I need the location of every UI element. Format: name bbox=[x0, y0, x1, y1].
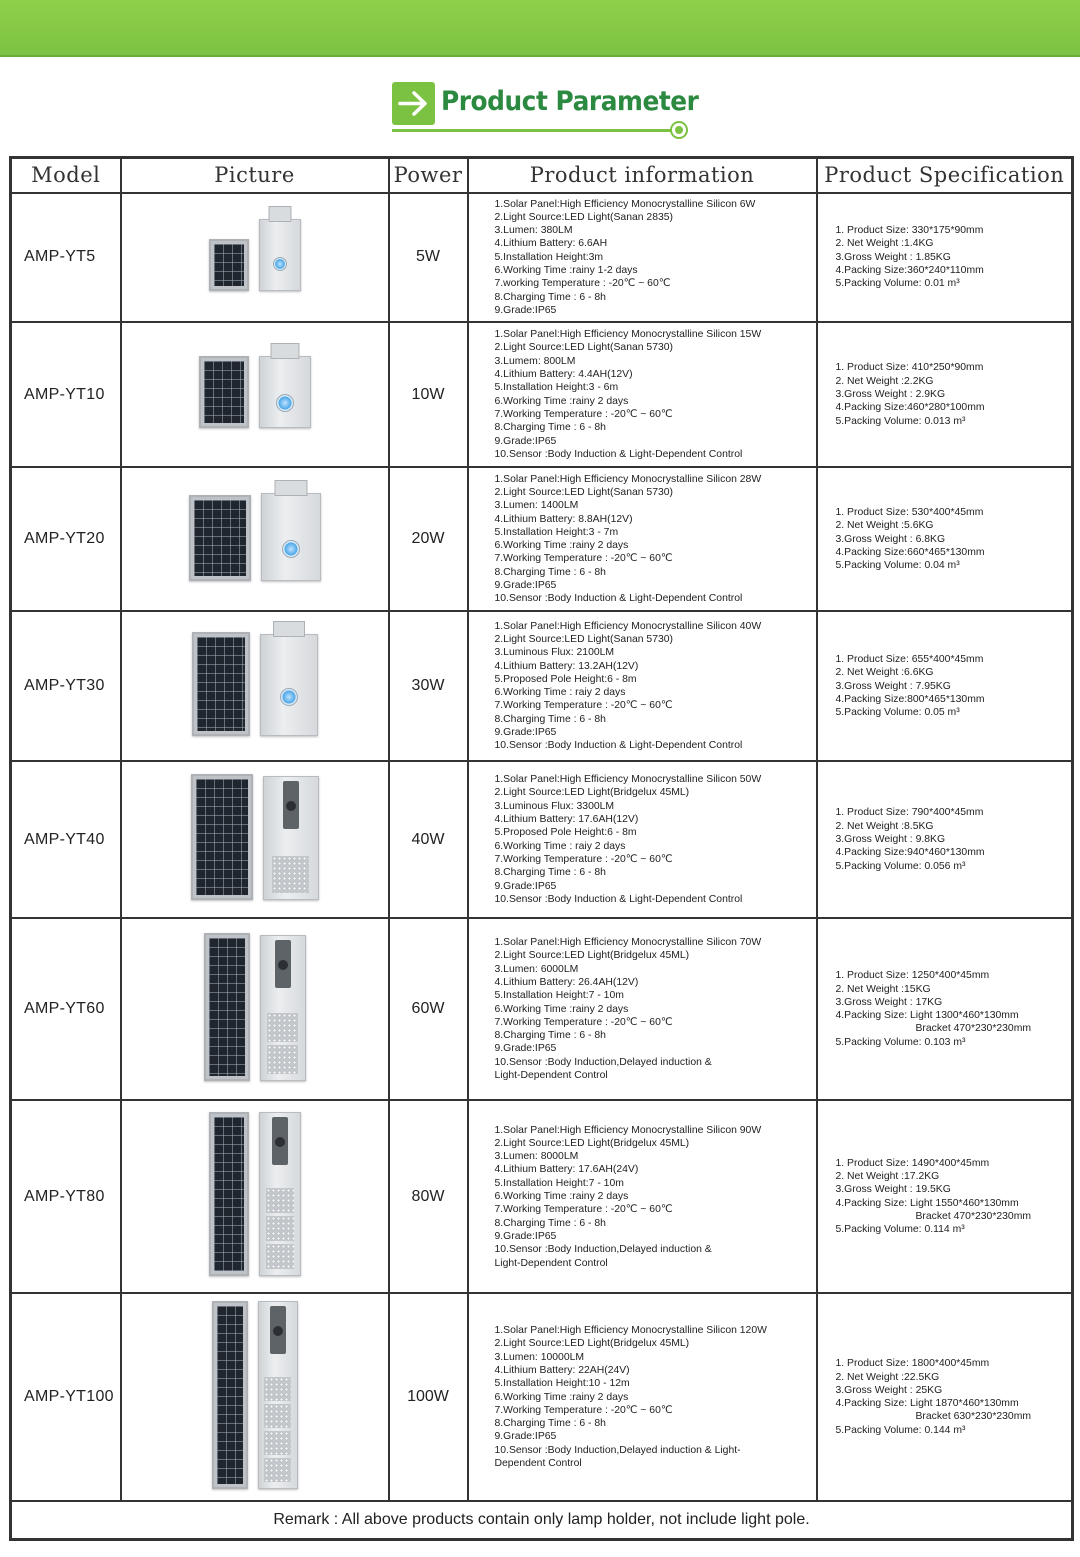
product-picture bbox=[192, 632, 318, 736]
model-cell: AMP-YT40 bbox=[11, 761, 121, 918]
specification-line: 4.Packing Size:940*460*130mm bbox=[835, 847, 985, 859]
specification-line: 1. Product Size: 410*250*90mm bbox=[835, 362, 984, 374]
information-line: 10.Sensor :Body Induction & Light-Dependent Control bbox=[494, 448, 743, 460]
solar-panel-image bbox=[212, 1301, 248, 1489]
picture-cell bbox=[121, 193, 389, 323]
information-line: 3.Lumem: 800LM bbox=[494, 355, 576, 367]
lamp-head-image bbox=[260, 935, 306, 1081]
information-line: 9.Grade:IP65 bbox=[494, 435, 557, 447]
information-line: 2.Light Source:LED Light(Sanan 2835) bbox=[494, 211, 673, 223]
information-line: 8.Charging Time : 6 - 8h bbox=[494, 291, 606, 303]
information-line: 6.Working Time :rainy 2 days bbox=[494, 1391, 629, 1403]
lamp-head-image bbox=[259, 356, 311, 428]
lamp-head-image bbox=[261, 493, 321, 581]
information-line: 8.Charging Time : 6 - 8h bbox=[494, 1030, 606, 1042]
information-line: 7.Working Temperature : -20℃ ~ 60℃ bbox=[494, 853, 673, 865]
table-row bbox=[11, 761, 1073, 918]
specification-line: 3.Gross Weight : 17KG bbox=[835, 996, 943, 1008]
information-line: 4.Lithium Battery: 13.2AH(12V) bbox=[494, 660, 639, 672]
specification-line: 1. Product Size: 530*400*45mm bbox=[835, 506, 984, 518]
specification-line: 4.Packing Size:460*280*100mm bbox=[835, 402, 985, 414]
solar-panel-image bbox=[209, 239, 249, 291]
information-line: 6.Working Time :rainy 2 days bbox=[494, 1003, 629, 1015]
lamp-head-image bbox=[263, 776, 319, 900]
information-line: 4.Lithium Battery: 22AH(24V) bbox=[494, 1364, 630, 1376]
product-parameter-table bbox=[9, 156, 1074, 1541]
picture-cell bbox=[121, 761, 389, 918]
information-line: 3.Lumen: 380LM bbox=[494, 225, 573, 237]
table-row bbox=[11, 1100, 1073, 1293]
information-line: 4.Lithium Battery: 26.4AH(12V) bbox=[494, 976, 639, 988]
specification-line: Bracket 630*230*230mm bbox=[915, 1411, 1032, 1423]
specification-line: 3.Gross Weight : 7.95KG bbox=[835, 680, 951, 692]
information-line: 2.Light Source:LED Light(Sanan 5730) bbox=[494, 486, 673, 498]
information-line: 3.Lumen: 6000LM bbox=[494, 963, 579, 975]
information-line: 4.Lithium Battery: 17.6AH(24V) bbox=[494, 1164, 639, 1176]
information-line: 6.Working Time :rainy 1-2 days bbox=[494, 264, 638, 276]
information-line: 7.Working Temperature : -20℃ ~ 60℃ bbox=[494, 1404, 673, 1416]
information-line: 8.Charging Time : 6 - 8h bbox=[494, 1418, 606, 1430]
specification-line: 2. Net Weight :15KG bbox=[835, 983, 931, 995]
product-information-cell bbox=[468, 1100, 817, 1293]
power-cell: 80W bbox=[389, 1100, 468, 1293]
information-line: 10.Sensor :Body Induction,Delayed induction & bbox=[494, 1244, 712, 1256]
table-row bbox=[11, 193, 1073, 323]
product-specification-cell bbox=[817, 611, 1073, 761]
specification-line: 2. Net Weight :2.2KG bbox=[835, 375, 934, 387]
information-line: 9.Grade:IP65 bbox=[494, 580, 557, 592]
information-line: 1.Solar Panel:High Efficiency Monocrystalline Silicon 50W bbox=[494, 774, 762, 786]
product-information-cell bbox=[468, 193, 817, 323]
picture-cell bbox=[121, 467, 389, 611]
specification-line: 3.Gross Weight : 1.85KG bbox=[835, 251, 951, 263]
information-line: 6.Working Time :rainy 2 days bbox=[494, 395, 629, 407]
information-line: 9.Grade:IP65 bbox=[494, 880, 557, 892]
product-specification-cell bbox=[817, 918, 1073, 1100]
information-line: 5.Proposed Pole Height:6 - 8m bbox=[494, 827, 637, 839]
product-picture bbox=[199, 356, 311, 428]
specification-line: 5.Packing Volume: 0.04 m³ bbox=[835, 560, 960, 572]
information-line: 5.Proposed Pole Height:6 - 8m bbox=[494, 673, 637, 685]
information-line: 10.Sensor :Body Induction & Light-Dependent Control bbox=[494, 740, 743, 752]
product-specification-cell bbox=[817, 193, 1073, 323]
product-picture bbox=[204, 933, 306, 1081]
solar-panel-image bbox=[191, 774, 253, 900]
information-line: 8.Charging Time : 6 - 8h bbox=[494, 566, 606, 578]
picture-cell bbox=[121, 918, 389, 1100]
solar-panel-image bbox=[204, 933, 250, 1081]
information-line: 3.Lumen: 8000LM bbox=[494, 1151, 579, 1163]
model-cell: AMP-YT80 bbox=[11, 1100, 121, 1293]
information-line: 1.Solar Panel:High Efficiency Monocrystalline Silicon 28W bbox=[494, 473, 762, 485]
specification-line: 5.Packing Volume: 0.013 m³ bbox=[835, 415, 966, 427]
information-line: 2.Light Source:LED Light(Bridgelux 45ML) bbox=[494, 1338, 690, 1350]
information-line: 9.Grade:IP65 bbox=[494, 727, 557, 739]
information-line: 2.Light Source:LED Light(Bridgelux 45ML) bbox=[494, 787, 690, 799]
product-picture bbox=[189, 493, 321, 581]
specification-line: 2. Net Weight :8.5KG bbox=[835, 820, 934, 832]
model-cell: AMP-YT5 bbox=[11, 193, 121, 323]
specification-line: 2. Net Weight :17.2KG bbox=[835, 1171, 940, 1183]
information-line: 10.Sensor :Body Induction,Delayed induction & bbox=[494, 1056, 712, 1068]
information-line: 5.Installation Height:10 - 12m bbox=[494, 1378, 630, 1390]
target-ring-icon bbox=[670, 121, 688, 139]
information-line: 5.Installation Height:3m bbox=[494, 251, 604, 263]
information-line: 5.Installation Height:7 - 10m bbox=[494, 1177, 624, 1189]
product-information-cell bbox=[468, 467, 817, 611]
information-line: 8.Charging Time : 6 - 8h bbox=[494, 422, 606, 434]
model-cell: AMP-YT10 bbox=[11, 322, 121, 467]
information-line: 5.Installation Height:7 - 10m bbox=[494, 990, 624, 1002]
information-line: 7.Working Temperature : -20℃ ~ 60℃ bbox=[494, 700, 673, 712]
picture-cell bbox=[121, 1293, 389, 1501]
information-line: 2.Light Source:LED Light(Sanan 5730) bbox=[494, 633, 673, 645]
product-specification-cell bbox=[817, 1293, 1073, 1501]
table-row bbox=[11, 611, 1073, 761]
information-line: Light-Dependent Control bbox=[494, 1257, 608, 1269]
lamp-head-image bbox=[259, 219, 301, 291]
information-line: Dependent Control bbox=[494, 1458, 582, 1469]
information-line: 9.Grade:IP65 bbox=[494, 1043, 557, 1055]
information-line: 2.Light Source:LED Light(Bridgelux 45ML) bbox=[494, 1137, 690, 1149]
product-specification-cell bbox=[817, 322, 1073, 467]
specification-line: 5.Packing Volume: 0.056 m³ bbox=[835, 860, 966, 872]
information-line: 3.Lumen: 1400LM bbox=[494, 500, 579, 512]
information-line: 10.Sensor :Body Induction & Light-Dependent Control bbox=[494, 893, 743, 905]
product-picture bbox=[191, 774, 319, 900]
information-line: 6.Working Time :rainy 2 days bbox=[494, 1191, 629, 1203]
specification-line: 5.Packing Volume: 0.144 m³ bbox=[835, 1424, 966, 1436]
information-line: 7.Working Temperature : -20℃ ~ 60℃ bbox=[494, 1204, 673, 1216]
information-line: 7.working Temperature : -20℃ ~ 60℃ bbox=[494, 278, 671, 290]
information-line: 5.Installation Height:3 - 6m bbox=[494, 382, 619, 394]
specification-line: 3.Gross Weight : 2.9KG bbox=[835, 389, 946, 401]
lamp-head-image bbox=[260, 634, 318, 736]
lamp-head-image bbox=[259, 1112, 301, 1276]
column-header-picture: Picture bbox=[121, 158, 389, 193]
column-header-product-specification: Product Specification bbox=[817, 158, 1073, 193]
information-line: 1.Solar Panel:High Efficiency Monocrystalline Silicon 70W bbox=[494, 937, 762, 949]
information-line: 1.Solar Panel:High Efficiency Monocrystalline Silicon 6W bbox=[494, 198, 756, 210]
specification-line: 1. Product Size: 330*175*90mm bbox=[835, 225, 984, 237]
product-specification-cell bbox=[817, 1100, 1073, 1293]
information-line: 1.Solar Panel:High Efficiency Monocrystalline Silicon 120W bbox=[494, 1325, 767, 1337]
specification-line: 1. Product Size: 655*400*45mm bbox=[835, 653, 984, 665]
product-information-cell bbox=[468, 611, 817, 761]
specification-line: 5.Packing Volume: 0.01 m³ bbox=[835, 278, 960, 290]
information-line: 8.Charging Time : 6 - 8h bbox=[494, 713, 606, 725]
picture-cell bbox=[121, 611, 389, 761]
information-line: 9.Grade:IP65 bbox=[494, 1230, 557, 1242]
specification-line: 5.Packing Volume: 0.05 m³ bbox=[835, 707, 960, 719]
information-line: 8.Charging Time : 6 - 8h bbox=[494, 867, 606, 879]
power-cell: 40W bbox=[389, 761, 468, 918]
model-cell: AMP-YT60 bbox=[11, 918, 121, 1100]
information-line: 3.Luminous Flux: 2100LM bbox=[494, 647, 615, 659]
information-line: 2.Light Source:LED Light(Sanan 5730) bbox=[494, 342, 673, 354]
picture-cell bbox=[121, 1100, 389, 1293]
product-information-cell bbox=[468, 918, 817, 1100]
information-line: 10.Sensor :Body Induction & Light-Dependent Control bbox=[494, 593, 743, 605]
power-cell: 30W bbox=[389, 611, 468, 761]
specification-line: Bracket 470*230*230mm bbox=[915, 1023, 1032, 1035]
remark-text: Remark : All above products contain only lamp holder, not include light pole. bbox=[11, 1501, 1073, 1539]
information-line: 6.Working Time : raiy 2 days bbox=[494, 840, 626, 852]
product-specification-cell bbox=[817, 761, 1073, 918]
specification-line: 4.Packing Size: Light 1870*460*130mm bbox=[835, 1398, 1019, 1410]
solar-panel-image bbox=[189, 495, 251, 581]
information-line: 4.Lithium Battery: 4.4AH(12V) bbox=[494, 369, 633, 381]
information-line: 3.Lumen: 10000LM bbox=[494, 1351, 585, 1363]
information-line: 10.Sensor :Body Induction,Delayed induction & Light- bbox=[494, 1444, 741, 1456]
specification-line: 4.Packing Size:360*240*110mm bbox=[835, 264, 984, 276]
product-picture bbox=[209, 1112, 301, 1276]
solar-panel-image bbox=[192, 632, 250, 736]
information-line: 7.Working Temperature : -20℃ ~ 60℃ bbox=[494, 1016, 673, 1028]
product-specification-cell bbox=[817, 467, 1073, 611]
specification-line: 2. Net Weight :22.5KG bbox=[835, 1371, 940, 1383]
power-cell: 20W bbox=[389, 467, 468, 611]
information-line: 2.Light Source:LED Light(Bridgelux 45ML) bbox=[494, 950, 690, 962]
information-line: 7.Working Temperature : -20℃ ~ 60℃ bbox=[494, 553, 673, 565]
information-line: 4.Lithium Battery: 8.8AH(12V) bbox=[494, 513, 633, 525]
specification-line: 3.Gross Weight : 6.8KG bbox=[835, 533, 946, 545]
information-line: 9.Grade:IP65 bbox=[494, 1431, 557, 1443]
information-line: 1.Solar Panel:High Efficiency Monocrystalline Silicon 40W bbox=[494, 620, 762, 632]
specification-line: 2. Net Weight :1.4KG bbox=[835, 238, 934, 250]
information-line: 6.Working Time : raiy 2 days bbox=[494, 687, 626, 699]
table-row bbox=[11, 322, 1073, 467]
power-cell: 100W bbox=[389, 1293, 468, 1501]
information-line: 9.Grade:IP65 bbox=[494, 304, 557, 316]
page-title: Product Parameter bbox=[441, 86, 699, 117]
information-line: 1.Solar Panel:High Efficiency Monocrystalline Silicon 15W bbox=[494, 329, 762, 341]
information-line: Light-Dependent Control bbox=[494, 1070, 608, 1081]
product-information-cell bbox=[468, 1293, 817, 1501]
specification-line: 1. Product Size: 1800*400*45mm bbox=[835, 1358, 990, 1370]
product-information-cell bbox=[468, 761, 817, 918]
specification-line: 4.Packing Size:660*465*130mm bbox=[835, 546, 985, 558]
information-line: 1.Solar Panel:High Efficiency Monocrystalline Silicon 90W bbox=[494, 1124, 762, 1136]
information-line: 7.Working Temperature : -20℃ ~ 60℃ bbox=[494, 408, 673, 420]
information-line: 5.Installation Height:3 - 7m bbox=[494, 526, 619, 538]
table-header-row bbox=[11, 158, 1073, 193]
remark-row bbox=[11, 1501, 1073, 1539]
table-row bbox=[11, 467, 1073, 611]
lamp-head-image bbox=[258, 1301, 298, 1489]
product-information-cell bbox=[468, 322, 817, 467]
power-cell: 5W bbox=[389, 193, 468, 323]
specification-line: 4.Packing Size:800*465*130mm bbox=[835, 693, 985, 705]
specification-line: 3.Gross Weight : 25KG bbox=[835, 1384, 943, 1396]
title-underline bbox=[392, 129, 674, 132]
specification-line: 4.Packing Size: Light 1550*460*130mm bbox=[835, 1197, 1019, 1209]
specification-line: 3.Gross Weight : 19.5KG bbox=[835, 1184, 951, 1196]
information-line: 4.Lithium Battery: 6.6AH bbox=[494, 238, 608, 250]
model-cell: AMP-YT20 bbox=[11, 467, 121, 611]
model-cell: AMP-YT30 bbox=[11, 611, 121, 761]
column-header-power: Power bbox=[389, 158, 468, 193]
arrow-right-icon bbox=[392, 82, 435, 125]
information-line: 6.Working Time :rainy 2 days bbox=[494, 540, 629, 552]
specification-line: 2. Net Weight :5.6KG bbox=[835, 520, 934, 532]
solar-panel-image bbox=[209, 1112, 249, 1276]
specification-line: 3.Gross Weight : 9.8KG bbox=[835, 834, 946, 846]
power-cell: 10W bbox=[389, 322, 468, 467]
power-cell: 60W bbox=[389, 918, 468, 1100]
information-line: 8.Charging Time : 6 - 8h bbox=[494, 1217, 606, 1229]
information-line: 3.Luminous Flux: 3300LM bbox=[494, 800, 615, 812]
picture-cell bbox=[121, 322, 389, 467]
specification-line: Bracket 470*230*230mm bbox=[915, 1210, 1032, 1222]
product-picture bbox=[209, 219, 301, 291]
model-cell: AMP-YT100 bbox=[11, 1293, 121, 1501]
specification-line: 1. Product Size: 1250*400*45mm bbox=[835, 970, 990, 982]
top-green-band bbox=[0, 0, 1080, 57]
product-picture bbox=[212, 1301, 298, 1489]
table-row bbox=[11, 1293, 1073, 1501]
information-line: 4.Lithium Battery: 17.6AH(12V) bbox=[494, 814, 639, 826]
section-heading bbox=[392, 82, 699, 138]
specification-line: 2. Net Weight :6.6KG bbox=[835, 667, 934, 679]
specification-line: 4.Packing Size: Light 1300*460*130mm bbox=[835, 1010, 1019, 1022]
specification-line: 1. Product Size: 790*400*45mm bbox=[835, 807, 984, 819]
specification-line: 5.Packing Volume: 0.103 m³ bbox=[835, 1036, 966, 1048]
column-header-model: Model bbox=[11, 158, 121, 193]
column-header-product-information: Product information bbox=[468, 158, 817, 193]
table-row bbox=[11, 918, 1073, 1100]
specification-line: 1. Product Size: 1490*400*45mm bbox=[835, 1157, 990, 1169]
solar-panel-image bbox=[199, 356, 249, 428]
specification-line: 5.Packing Volume: 0.114 m³ bbox=[835, 1224, 965, 1236]
